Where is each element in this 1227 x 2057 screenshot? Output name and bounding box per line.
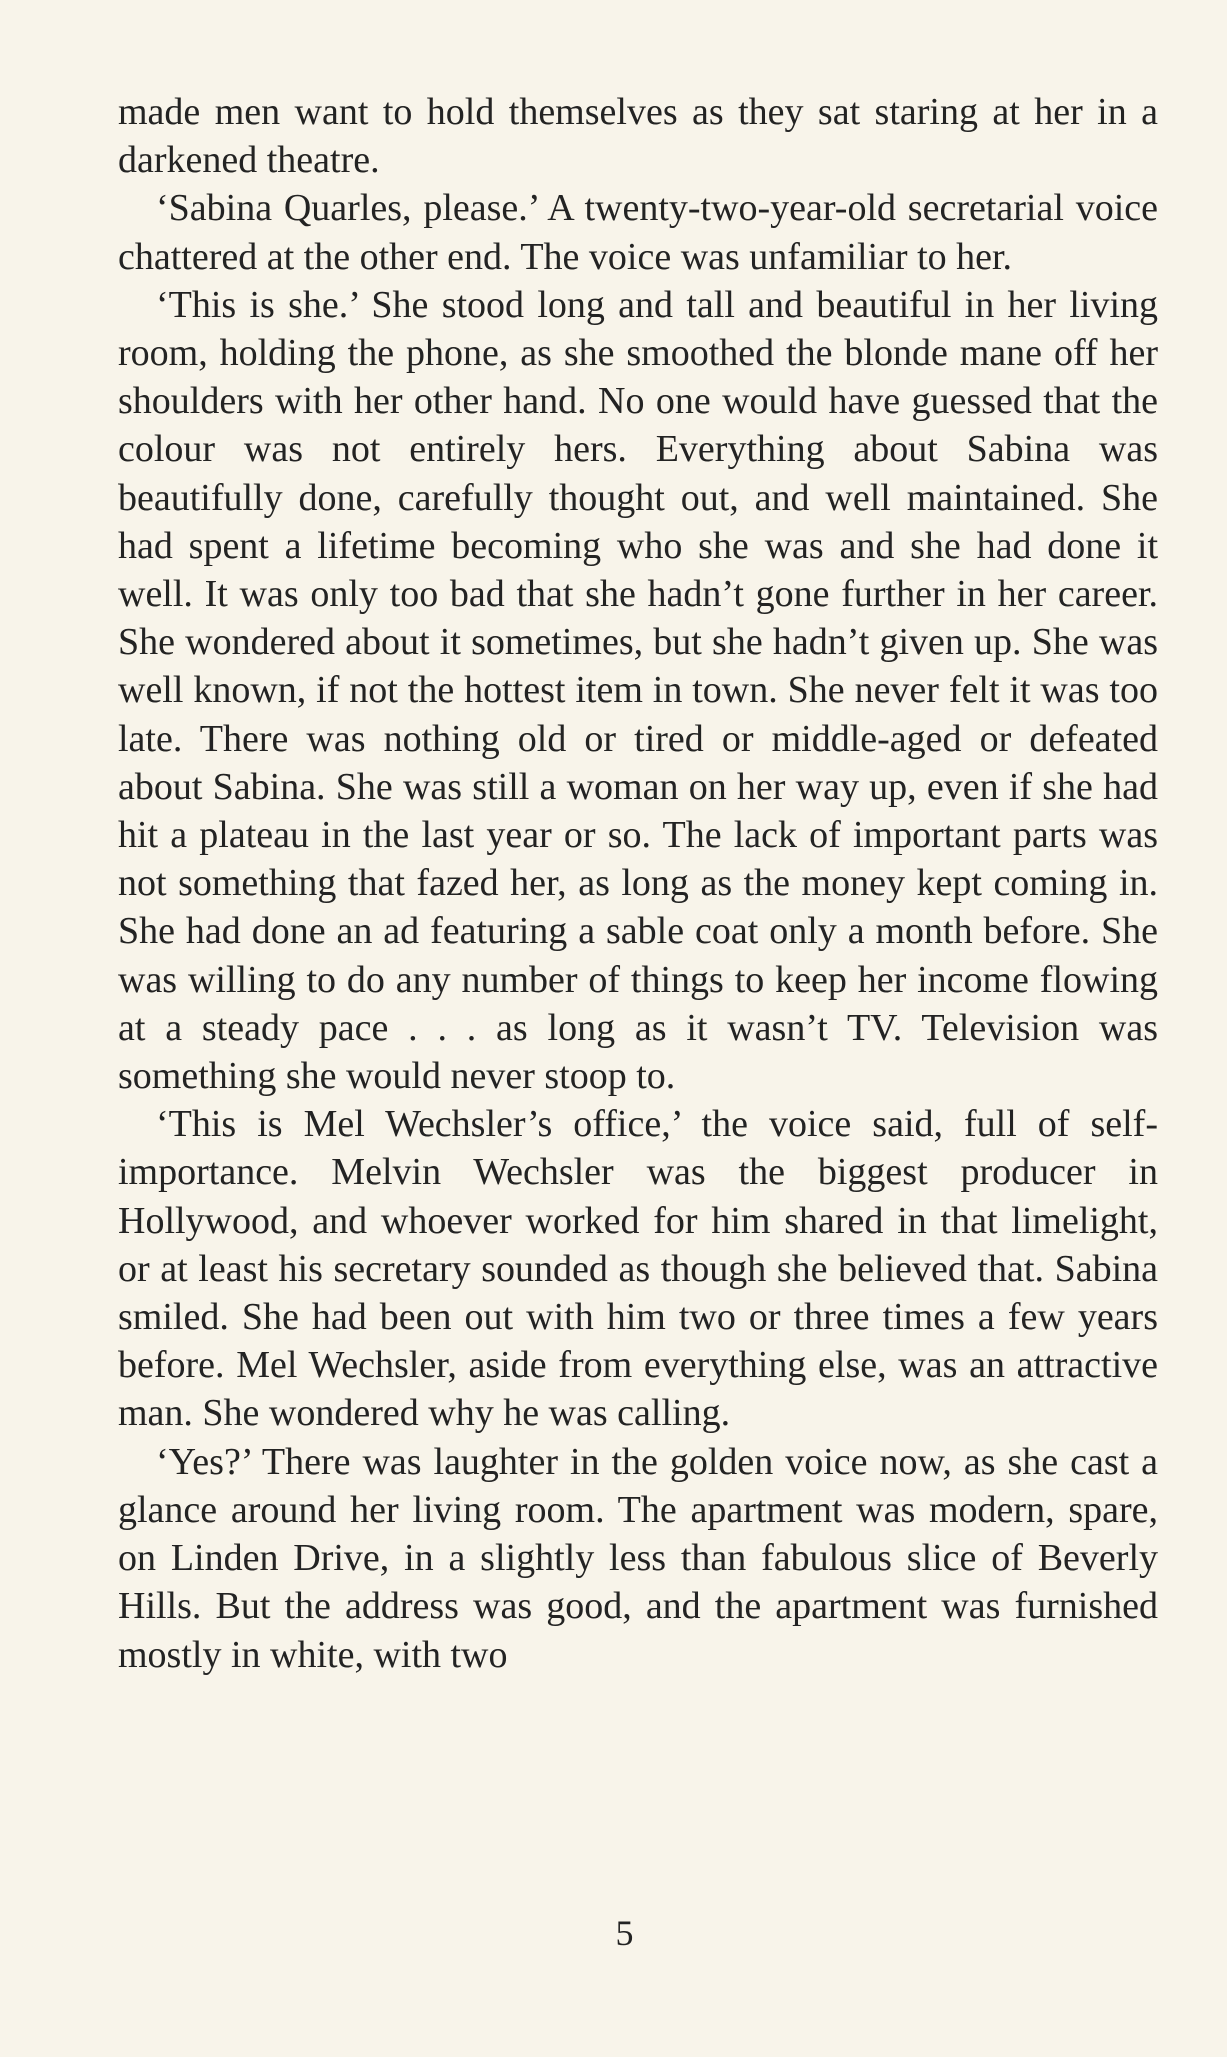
paragraph-5: ‘Yes?’ There was laughter in the golden voice now, as she cast a glance around her living room. The apartment was modern, spare, on Linden Drive, in a slightly less than fabulous slice of Beverly Hills. But the address was good, and the apartment was furnished mostly in white, with two [118, 1440, 1158, 1676]
paragraph-1: made men want to hold themselves as they sat staring at her in a darkened theatre. [118, 91, 1158, 182]
paragraph-4: ‘This is Mel Wechsler’s office,’ the voice said, full of self-importance. Melvin Wechsler was the biggest producer in Hollywood, and whoever worked for him shared in that limelight, or at least his secretary sounded as though she believed that. Sabina smiled. She had been out with him two or three times a few years before. Mel Wechsler, aside from everything else, was an attractive man. She wondered why he was calling. [118, 1103, 1158, 1435]
body-text [118, 88, 1158, 1679]
paragraph-2: ‘Sabina Quarles, please.’ A twenty-two-year-old secretarial voice chattered at the other end. The voice was unfamiliar to her. [118, 187, 1158, 278]
paragraph-3: ‘This is she.’ She stood long and tall and beautiful in her living room, holding the phone, as she smoothed the blonde mane off her shoulders with her other hand. No one would have guessed that the colour was not entirely hers. Everything about Sabina was beautifully done, carefully thought out, and well maintained. She had spent a lifetime becoming who she was and she had done it well. It was only too bad that she hadn’t gone further in her career. She wondered about it sometimes, but she hadn’t given up. She was well known, if not the hottest item in town. She never felt it was too late. There was nothing old or tired or middle-aged or defeated about Sabina. She was still a woman on her way up, even if she had hit a plateau in the last year or so. The lack of important parts was not something that fazed her, as long as the money kept coming in. She had done an ad featuring a sable coat only a month before. She was willing to do any number of things to keep her income flowing at a steady pace . . . as long as it wasn’t TV. Television was something she would never stoop to. [118, 283, 1158, 1098]
page-number: 5 [615, 1913, 634, 1953]
